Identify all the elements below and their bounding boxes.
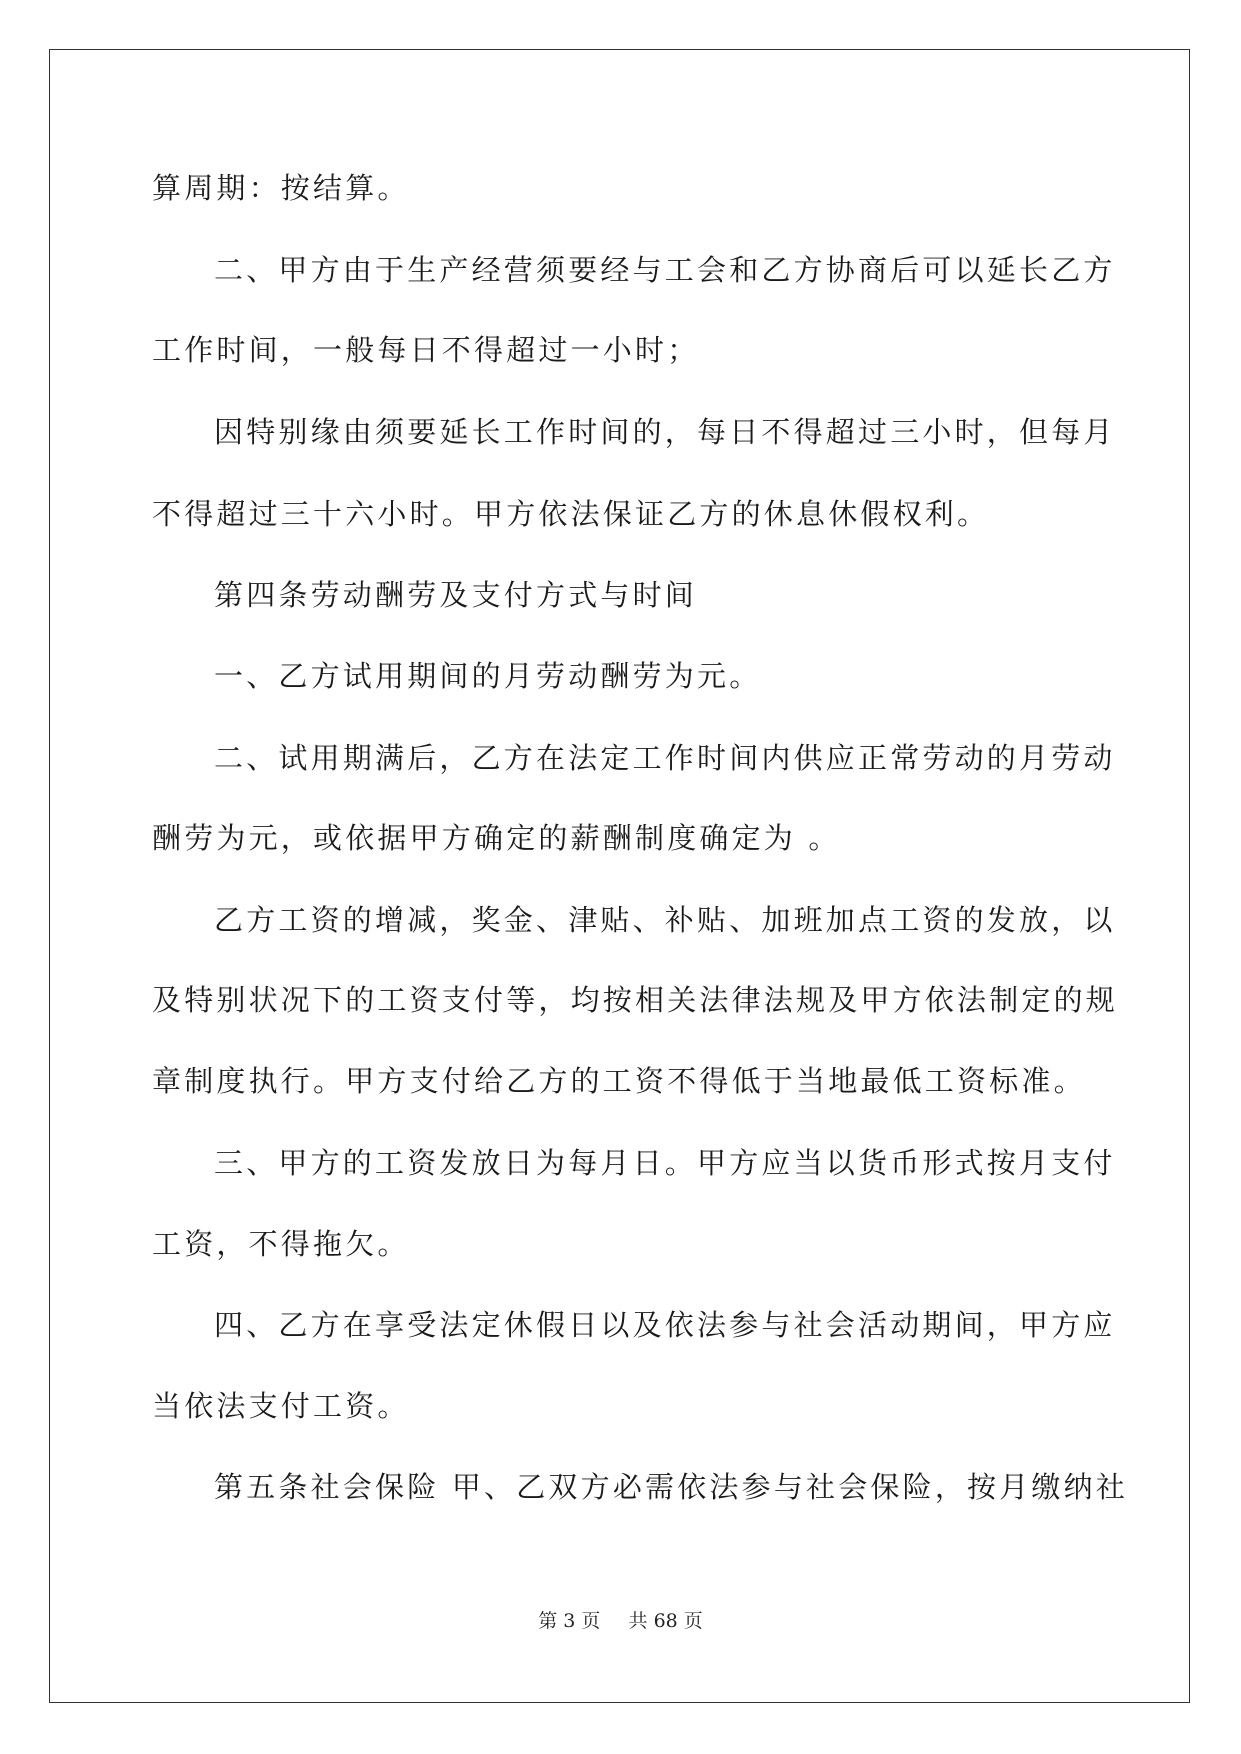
section-heading: 第五条社会保险 甲、乙双方必需依法参与社会保险，按月缴纳社 [214,1470,1129,1504]
text-line: 乙方工资的增减，奖金、津贴、补贴、加班加点工资的发放，以 [214,903,1116,937]
text-line: 酬劳为元，或依据甲方确定的薪酬制度确定为 。 [152,821,841,855]
text-line: 四、乙方在享受法定休假日以及依法参与社会活动期间，甲方应 [214,1308,1116,1342]
text-line: 二、甲方由于生产经营须要经与工会和乙方协商后可以延长乙方 [214,253,1116,287]
text-line: 算周期：按结算。 [152,171,410,205]
page-footer [0,1608,1241,1634]
page-number: 第 3 页 [538,1610,601,1632]
page-total: 共 68 页 [628,1610,703,1632]
text-line: 一、乙方试用期间的月劳动酬劳为元。 [214,659,762,693]
text-line: 不得超过三十六小时。甲方依法保证乙方的休息休假权利。 [152,497,990,531]
text-line: 章制度执行。甲方支付给乙方的工资不得低于当地最低工资标准。 [152,1064,1086,1098]
text-line: 当依法支付工资。 [152,1389,410,1423]
text-line: 工资，不得拖欠。 [152,1227,410,1261]
text-line: 三、甲方的工资发放日为每月日。甲方应当以货币形式按月支付 [214,1146,1116,1180]
text-line: 二、试用期满后，乙方在法定工作时间内供应正常劳动的月劳动 [214,741,1116,775]
text-line: 工作时间，一般每日不得超过一小时； [152,333,700,367]
text-line: 及特别状况下的工资支付等，均按相关法律法规及甲方依法制定的规 [152,983,1119,1017]
section-heading: 第四条劳动酬劳及支付方式与时间 [214,578,698,612]
text-line: 因特别缘由须要延长工作时间的，每日不得超过三小时，但每月 [214,415,1116,449]
page-border [49,49,1190,1703]
